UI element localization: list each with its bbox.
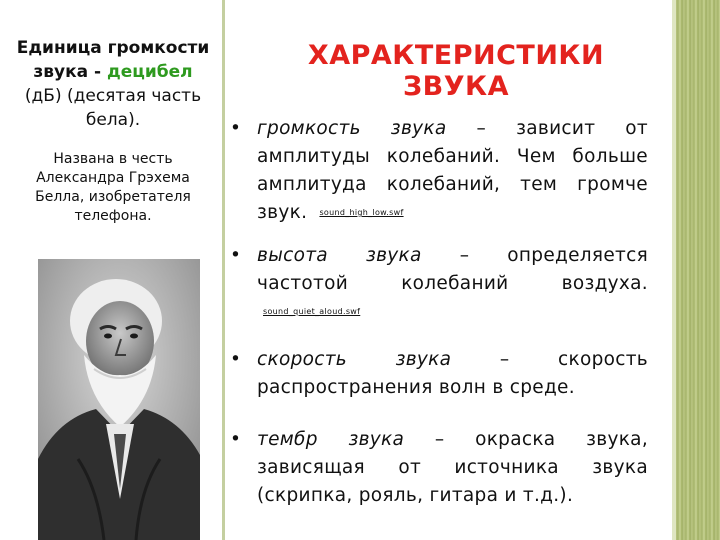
list-item-speed: [228, 346, 648, 402]
bullet-icon: •: [230, 118, 242, 139]
text-timbre: – окраска звука, зависящая от источника звука (скрипка, рояль, гитара и т.д.).: [257, 429, 648, 506]
definition-line-1: Единица громкости: [16, 38, 210, 58]
bullet-icon: •: [230, 245, 242, 266]
slide-title: ХАРАКТЕРИСТИКИ ЗВУКА: [307, 40, 605, 102]
definition-line-2-prefix: звука -: [33, 62, 107, 82]
decibel-definition: [4, 36, 222, 132]
text-speed: – скорость распространения волн в среде.: [257, 349, 649, 398]
list-item-timbre: [228, 426, 648, 510]
bullet-icon: •: [230, 349, 242, 370]
bell-caption: [6, 150, 220, 226]
term-timbre: тембр звука: [257, 429, 405, 450]
text-pitch: – определяется частотой колебаний воздуха.: [257, 245, 648, 294]
list-item-pitch: [228, 242, 648, 326]
portrait-image: [38, 259, 200, 540]
definition-line-4: бела).: [85, 110, 141, 130]
caption-line-1: Названа в честь: [53, 151, 173, 167]
bullet-icon: •: [230, 429, 242, 450]
characteristics-list: [228, 115, 648, 510]
link-sound-quiet-aloud[interactable]: sound_quiet_aloud.swf: [263, 307, 361, 316]
list-item-loudness: [228, 115, 648, 227]
text-loudness: – зависит от амплитуды колебаний. Чем больше амплитуда колебаний, тем громче звук.: [257, 118, 648, 223]
caption-line-4: телефона.: [74, 208, 152, 224]
frame-divider: [222, 0, 225, 540]
term-loudness: громкость звука: [257, 118, 447, 139]
term-pitch: высота звука: [257, 245, 422, 266]
definition-line-3: (дБ) (десятая часть: [24, 86, 202, 106]
caption-line-3: Белла, изобретателя: [35, 189, 191, 205]
caption-line-2: Александра Грэхема: [36, 170, 190, 186]
decorative-right-strip: [676, 0, 720, 540]
decibel-term: децибел: [107, 62, 193, 82]
link-sound-high-low[interactable]: sound_high_low.swf: [319, 208, 404, 217]
term-speed: скорость звука: [257, 349, 452, 370]
bell-portrait: [38, 259, 200, 540]
